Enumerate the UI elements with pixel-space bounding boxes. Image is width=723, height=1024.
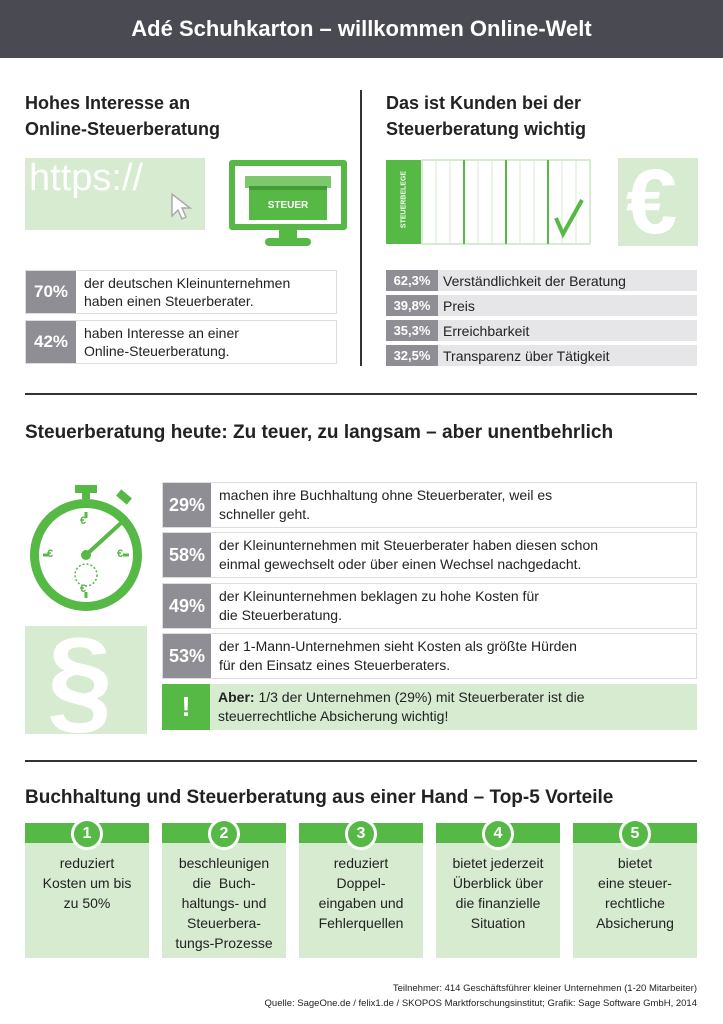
fact-percent: 58%: [163, 533, 211, 577]
fact-percent: 29%: [163, 483, 211, 527]
euro-icon: €: [80, 583, 87, 595]
importance-label: Erreichbarkeit: [443, 322, 530, 339]
section-divider: [25, 393, 697, 395]
monitor-label: STEUER: [267, 200, 309, 211]
advantage-number: 1: [71, 818, 103, 850]
fact-row: [162, 583, 697, 629]
advantage-card: [573, 823, 697, 958]
euro-icon: €: [626, 158, 678, 246]
section-divider: [25, 760, 697, 762]
interest-heading: Hohes Interesse an Online-Steuerberatung: [25, 93, 221, 139]
importance-label: Verständlichkeit der Beratung: [443, 272, 626, 289]
footer-source: Quelle: SageOne.de / felix1.de / SKOPOS Marktforschungsinstitut; Grafik: Sage Software GmbH, 2014: [264, 998, 697, 1009]
today-heading: Steuerberatung heute: Zu teuer, zu langsam – aber unentbehrlich: [25, 422, 614, 443]
alert-bold: Aber:: [218, 689, 255, 705]
monitor-illustration: [227, 158, 349, 255]
fact-text: machen ihre Buchhaltung ohne Steuerberater, weil es schneller geht.: [219, 487, 553, 522]
fact-text: der Kleinunternehmen mit Steuerberater haben diesen schon einmal gewechselt oder über einen Wechsel nachgedacht.: [219, 537, 599, 572]
stat-box: [25, 270, 337, 314]
folder-label: STEUERBELEGE: [400, 170, 408, 229]
fact-percent: 49%: [163, 584, 211, 628]
stopwatch-illustration: [25, 485, 147, 620]
advantage-text: reduziert Kosten um bis zu 50%: [42, 855, 132, 911]
euro-icon: €: [80, 515, 87, 527]
fact-text: der 1-Mann-Unternehmen sieht Kosten als größte Hürden für den Einsatz eines Steuerberaters.: [219, 638, 577, 673]
advantage-card: [436, 823, 560, 958]
page-title: Adé Schuhkarton – willkommen Online-Welt: [131, 16, 592, 41]
section-divider-vertical: [360, 90, 362, 366]
advantage-text: bietet eine steuer- rechtliche Absicherung: [596, 855, 674, 931]
mouse-cursor-icon: [170, 192, 194, 222]
importance-percent: 32,5%: [386, 345, 438, 366]
stat-text: der deutschen Kleinunternehmen haben einen Steuerberater.: [84, 275, 291, 309]
importance-percent: 62,3%: [386, 270, 438, 291]
importance-bar: [386, 270, 697, 291]
stat-text: haben Interesse an einer Online-Steuerberatung.: [84, 325, 239, 359]
stat-percent: 42%: [26, 321, 76, 363]
advantage-number: 5: [619, 818, 651, 850]
fact-text: der Kleinunternehmen beklagen zu hohe Kosten für die Steuerberatung.: [219, 588, 539, 623]
url-text: https://: [29, 158, 144, 199]
folder-icon: [386, 158, 592, 248]
importance-percent: 35,3%: [386, 320, 438, 341]
advantage-text: bietet jederzeit Überblick über die finanzielle Situation: [452, 855, 544, 931]
importance-bar: [386, 320, 697, 341]
exclamation-icon: !: [162, 684, 210, 730]
importance-label: Transparenz über Tätigkeit: [443, 347, 610, 364]
euro-icon: €: [117, 548, 124, 560]
euro-icon: €: [47, 548, 54, 560]
advantage-card: [299, 823, 423, 958]
footer-participants: Teilnehmer: 414 Geschäftsführer kleiner Unternehmen (1-20 Mitarbeiter): [392, 983, 697, 994]
alert-text: Aber: 1/3 der Unternehmen (29%) mit Steuerberater ist die steuerrechtliche Absicherung wichtig!: [218, 689, 585, 724]
importance-bar: [386, 345, 697, 366]
stat-box: [25, 320, 337, 364]
euro-illustration: [618, 158, 698, 246]
top5-heading: Buchhaltung und Steuerberatung aus einer Hand – Top-5 Vorteile: [25, 787, 614, 808]
alert-row: [162, 684, 697, 730]
importance-label: Preis: [443, 297, 475, 314]
stat-percent: 70%: [26, 271, 76, 313]
fact-percent: 53%: [163, 634, 211, 678]
advantage-text: reduziert Doppel- eingaben und Fehlerquellen: [318, 855, 404, 931]
advantage-number: 2: [208, 818, 240, 850]
fact-row: [162, 482, 697, 528]
important-heading: Das ist Kunden bei der Steuerberatung wichtig: [386, 93, 587, 139]
paragraph-illustration: [25, 626, 147, 734]
page-header: [0, 0, 723, 58]
advantage-card: [162, 823, 286, 958]
advantage-number: 4: [482, 818, 514, 850]
fact-row: [162, 532, 697, 578]
paragraph-icon: §: [47, 626, 113, 734]
advantage-card: [25, 823, 149, 958]
fact-row: [162, 633, 697, 679]
advantage-text: beschleunigen die Buch- haltungs- und Steuerbera- tungs-Prozesse: [175, 855, 273, 951]
tax-documents-illustration: [386, 158, 592, 253]
importance-bar: [386, 295, 697, 316]
advantage-number: 3: [345, 818, 377, 850]
importance-percent: 39,8%: [386, 295, 438, 316]
stopwatch-icon: [25, 485, 147, 615]
